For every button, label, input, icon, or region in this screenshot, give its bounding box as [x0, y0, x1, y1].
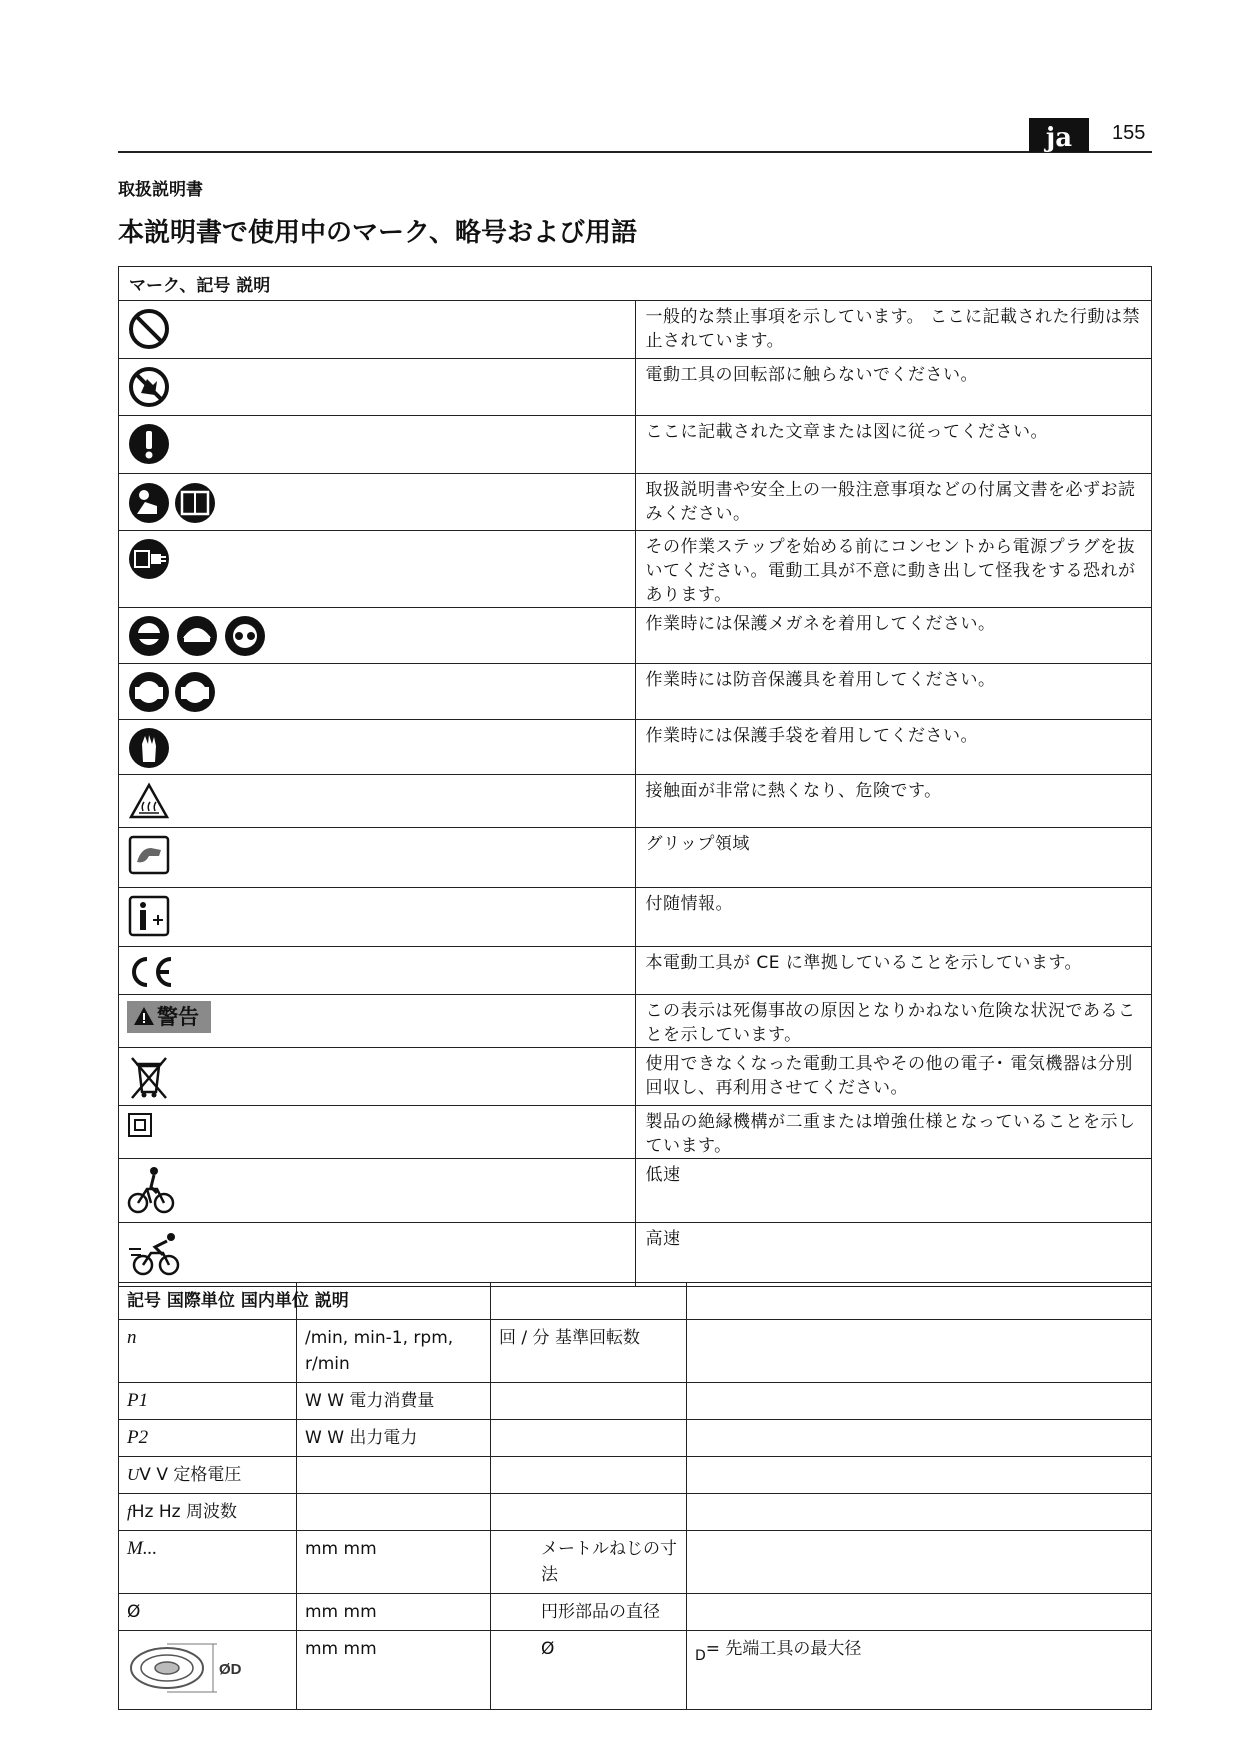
- unit-description: メートルねじの寸法: [491, 1531, 687, 1594]
- disc-diameter-icon: [127, 1636, 242, 1696]
- table-row: [119, 1420, 1152, 1457]
- table-row: [119, 531, 1152, 608]
- unit-symbol: n: [119, 1320, 297, 1383]
- diameter-subscript: D: [695, 1648, 706, 1664]
- table-row: [119, 1106, 1152, 1159]
- unit-description: 円形部品の直径: [491, 1594, 687, 1631]
- unit-description: Ø: [491, 1631, 687, 1710]
- unit-si: mm mm: [297, 1531, 491, 1594]
- grip-area-icon: [127, 834, 171, 876]
- unit-si: W W 出力電力: [297, 1420, 491, 1457]
- unit-description: = 先端工具の最大径: [705, 1639, 862, 1659]
- table-row: [119, 1594, 1152, 1631]
- disc-diameter-label: ØD: [219, 1661, 242, 1678]
- table-row: [119, 1531, 1152, 1594]
- unit-symbol: U: [127, 1465, 140, 1484]
- exclamation-icon: [127, 422, 171, 466]
- symbol-description: この表示は死傷事故の原因となりかねない危険な状況であることを示しています。: [635, 995, 1152, 1048]
- table-row: [119, 1631, 1152, 1710]
- unit-symbol: M...: [119, 1531, 297, 1594]
- warning-label-icon: [127, 1001, 211, 1033]
- table-row: [119, 995, 1152, 1048]
- symbol-description: グリップ領域: [635, 828, 1152, 888]
- symbol-description: 作業時には保護メガネを着用してください。: [635, 608, 1152, 664]
- symbol-description: 電動工具の回転部に触らないでください。: [635, 359, 1152, 416]
- unit-description: 回 / 分 基準回転数: [491, 1320, 687, 1383]
- symbol-description: 使用できなくなった電動工具やその他の電子･ 電気機器は分別回収し、再利用させてください。: [635, 1048, 1152, 1106]
- symbols-table-header: マーク、記号 説明: [119, 267, 1152, 301]
- prohibition-icon: [127, 307, 171, 351]
- symbol-description: 低速: [635, 1159, 1152, 1223]
- table-row: [119, 416, 1152, 474]
- table-row: [119, 828, 1152, 888]
- weee-bin-icon: [127, 1054, 171, 1100]
- unit-si: mm mm: [297, 1594, 491, 1631]
- table-row: [119, 1383, 1152, 1420]
- unit-si: /min, min-1, rpm, r/min: [297, 1320, 491, 1383]
- no-touch-rotating-parts-icon: [127, 365, 171, 409]
- table-row: [119, 775, 1152, 828]
- table-row: [119, 1223, 1152, 1287]
- table-row: [119, 1048, 1152, 1106]
- table-row: [119, 474, 1152, 531]
- page-number: 155: [1112, 122, 1146, 144]
- table-row: [119, 1457, 1152, 1494]
- symbol-description: 高速: [635, 1223, 1152, 1287]
- symbol-description: 作業時には保護手袋を着用してください。: [635, 720, 1152, 775]
- unit-symbol: P1: [119, 1383, 297, 1420]
- header-rule: [118, 151, 1152, 153]
- table-row: [119, 608, 1152, 664]
- symbol-description: 付随情報。: [635, 888, 1152, 947]
- symbol-description: 一般的な禁止事項を示しています。 ここに記載された行動は禁止されています。: [635, 301, 1152, 359]
- symbols-table: [118, 266, 1152, 1287]
- table-row: [119, 301, 1152, 359]
- warning-label-text: 警告: [157, 1005, 199, 1029]
- table-row: [119, 888, 1152, 947]
- symbol-description: 取扱説明書や安全上の一般注意事項などの付属文書を必ずお読みください。: [635, 474, 1152, 531]
- unit-symbol: Ø: [119, 1594, 297, 1631]
- unit-si: W W 電力消費量: [297, 1383, 491, 1420]
- symbol-description: 作業時には防音保護具を着用してください。: [635, 664, 1152, 720]
- unit-symbol: f: [127, 1502, 132, 1521]
- page-title: 本説明書で使用中のマーク、略号および用語: [118, 218, 637, 248]
- symbol-description: 製品の絶縁機構が二重または増強仕様となっていることを示しています。: [635, 1106, 1152, 1159]
- unplug-icon: [127, 537, 171, 581]
- ce-mark-icon: [127, 953, 177, 991]
- table-row: [119, 664, 1152, 720]
- hot-surface-icon: [127, 781, 171, 821]
- info-icon: [127, 894, 171, 938]
- units-table: [118, 1282, 1152, 1710]
- ear-protection-icon: [127, 670, 219, 714]
- read-manual-icon: [127, 480, 219, 526]
- warning-triangle-icon: [133, 1006, 155, 1026]
- units-table-header: 記号 国際単位 国内単位 説明: [119, 1283, 297, 1320]
- eye-protection-icon: [127, 614, 267, 658]
- unit-symbol: P2: [119, 1420, 297, 1457]
- table-row: [119, 720, 1152, 775]
- table-row: [119, 1494, 1152, 1531]
- symbol-description: 本電動工具が CE に準拠していることを示しています。: [635, 947, 1152, 995]
- table-row: [119, 1159, 1152, 1223]
- high-speed-icon: [127, 1229, 187, 1277]
- doc-label: 取扱説明書: [118, 180, 203, 200]
- unit-si: mm mm: [297, 1631, 491, 1710]
- unit-description: Hz Hz 周波数: [131, 1502, 237, 1522]
- symbol-description: ここに記載された文章または図に従ってください。: [635, 416, 1152, 474]
- low-speed-icon: [127, 1165, 175, 1215]
- table-row: [119, 359, 1152, 416]
- table-header-row: [119, 1283, 1152, 1320]
- symbol-description: 接触面が非常に熱くなり、危険です。: [635, 775, 1152, 828]
- double-insulation-icon: [127, 1112, 153, 1138]
- language-badge: ja: [1029, 118, 1089, 152]
- symbol-description: その作業ステップを始める前にコンセントから電源プラグを抜いてください。電動工具が不意に動き出して怪我をする恐れがあります。: [635, 531, 1152, 608]
- table-row: [119, 1320, 1152, 1383]
- unit-description: V V 定格電圧: [139, 1465, 242, 1485]
- table-row: [119, 947, 1152, 995]
- table-header-row: [119, 267, 1152, 301]
- gloves-icon: [127, 726, 171, 770]
